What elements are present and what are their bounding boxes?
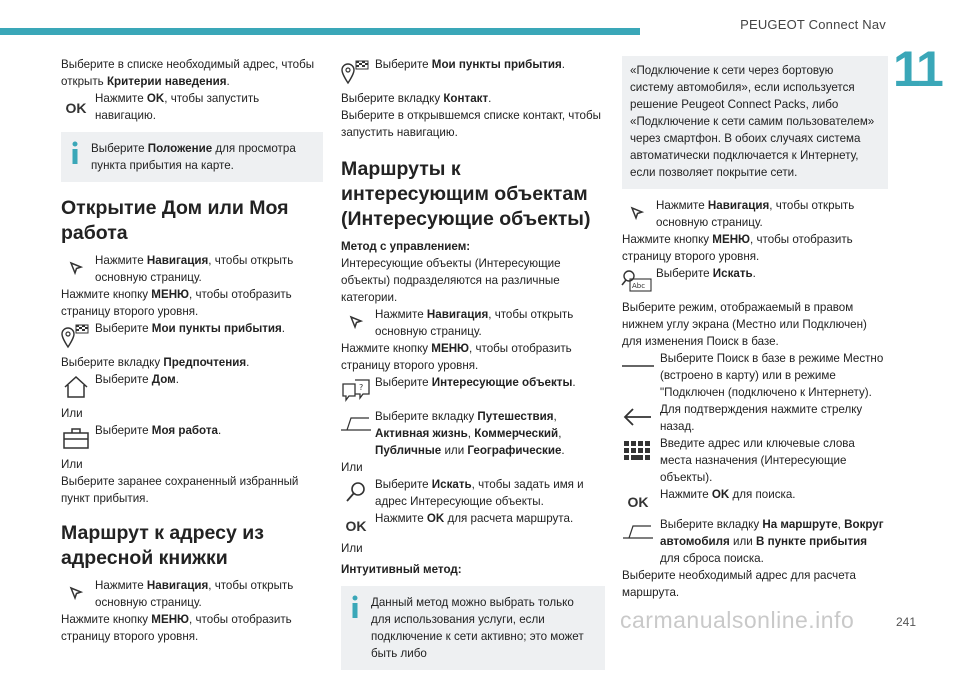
svg-text:Abc: Abc — [632, 282, 646, 290]
header-title: PEUGEOT Connect Nav — [740, 17, 886, 32]
preset-line: Выберите заранее сохраненный избранный пункт прибытия. — [61, 475, 299, 505]
final-line: Выберите необходимый адрес для расчета маршрута. — [622, 569, 856, 599]
tabs-row: Выберите вкладку Путешествия, Активная жизнь, Коммерческий, Публичные или Географические. — [341, 408, 605, 459]
poi-row: ? Выберите Интересующие объекты. — [341, 374, 605, 408]
or-text: Или — [61, 458, 83, 471]
or-text: Или — [341, 542, 363, 555]
or-text: Или — [341, 461, 363, 474]
info-icon — [71, 141, 79, 165]
mode-line: Выберите режим, отображаемый в правом нижнем углу экрана (Местно или Подключен) для изменения Поиск в базе. — [622, 301, 867, 348]
navigation-row: Нажмите Навигация, чтобы открыть основную страницу. — [61, 577, 323, 611]
destinations-row: Выберите Мои пункты прибытия. — [61, 320, 323, 354]
method-heading: Интуитивный метод: — [341, 563, 462, 576]
tabs-row: Выберите вкладку На маршруте, Вокруг автомобиля или В пункте прибытия для сброса поиска. — [622, 516, 888, 567]
map-pin-flag-icon — [341, 58, 371, 86]
search-row: Abc Выберите Искать. — [622, 265, 888, 299]
back-row: Для подтверждения нажмите стрелку назад. — [622, 401, 888, 435]
navigation-row: Нажмите Навигация, чтобы открыть основную страницу. — [341, 306, 605, 340]
underline-bar-icon — [622, 352, 654, 380]
search-row: Выберите Искать, чтобы задать имя и адрес Интересующие объекты. — [341, 476, 605, 510]
chapter-number: 11 — [893, 41, 942, 97]
poi-icon — [341, 376, 371, 404]
svg-text:?: ? — [359, 383, 364, 392]
keyboard-row: Введите адрес или ключевые слова места назначения (Интересующие объекты). — [622, 435, 888, 486]
page-number: 241 — [895, 615, 916, 629]
search-icon — [341, 478, 371, 506]
back-arrow-icon — [622, 403, 654, 431]
home-icon — [61, 373, 91, 401]
column-3 — [622, 56, 888, 601]
method-heading: Метод с управлением: — [341, 240, 471, 253]
work-row: Выберите Моя работа. — [61, 422, 323, 456]
tab-icon — [622, 518, 654, 546]
menu-line: Нажмите кнопку МЕНЮ, чтобы отобразить страницу второго уровня. — [341, 342, 572, 372]
map-pin-flag-icon — [61, 322, 91, 350]
search-keyboard-icon — [622, 267, 652, 295]
navigation-arrow-icon — [341, 308, 371, 336]
watermark: carmanualsonline.info — [620, 607, 855, 633]
poi-intro: Интересующие объекты (Интересующие объекты) подразделяются на различные категории. — [341, 257, 561, 304]
section-heading: Маршруты к интересующим объектам (Интересующие объекты) — [341, 158, 591, 230]
home-row: Выберите Дом. — [61, 371, 323, 405]
info-box-continued: «Подключение к сети через бортовую систему автомобиля», если используется решение Peugeot Connect Packs, либо «Подключение к сети самим пользователем» через смартфон. В обоих случаях система автоматически подключается к Интернету, если позволяет покрытие сети. — [622, 56, 888, 189]
tab-icon — [341, 410, 371, 438]
menu-line: Нажмите кнопку МЕНЮ, чтобы отобразить страницу второго уровня. — [61, 288, 292, 318]
header-accent-bar — [0, 28, 640, 35]
column-1 — [61, 56, 323, 645]
ok-icon: OK — [65, 99, 87, 116]
contact-line-2: Выберите в открывшемся списке контакт, чтобы запустить навигацию. — [341, 109, 601, 139]
contact-line: Выберите вкладку Контакт. — [341, 92, 492, 105]
section-heading: Маршрут к адресу из адресной книжки — [61, 522, 264, 569]
briefcase-icon — [61, 424, 91, 452]
navigation-row: Нажмите Навигация, чтобы открыть основную страницу. — [622, 197, 888, 231]
info-box: Данный метод можно выбрать только для использования услуги, если подключение к сети активно; это может быть либо — [341, 586, 605, 670]
section-heading: Открытие Дом или Моя работа — [61, 197, 289, 244]
navigation-arrow-icon — [61, 579, 91, 607]
intro-paragraph: Выберите в списке необходимый адрес, чтобы открыть Критерии наведения. — [61, 58, 315, 88]
info-box: Выберите Положение для просмотра пункта прибытия на карте. — [61, 132, 323, 182]
ok-row: OK Нажмите OK для расчета маршрута. — [341, 510, 605, 534]
menu-line: Нажмите кнопку МЕНЮ, чтобы отобразить страницу второго уровня. — [61, 613, 292, 643]
info-icon — [351, 595, 359, 619]
or-text: Или — [61, 407, 83, 420]
navigation-arrow-icon — [61, 254, 91, 282]
ok-icon: OK — [345, 517, 367, 534]
ok-row: OK Нажмите OK для поиска. — [622, 486, 888, 510]
menu-line: Нажмите кнопку МЕНЮ, чтобы отобразить страницу второго уровня. — [622, 233, 853, 263]
column-2 — [341, 56, 605, 678]
ok-icon: OK — [627, 493, 649, 510]
navigation-row: Нажмите Навигация, чтобы открыть основную страницу. — [61, 252, 323, 286]
ok-row: OK Нажмите OK, чтобы запустить навигацию. — [61, 90, 323, 124]
navigation-arrow-icon — [622, 199, 652, 227]
destinations-row: Выберите Мои пункты прибытия. — [341, 56, 605, 90]
keyboard-icon — [622, 437, 654, 465]
local-mode-row: Выберите Поиск в базе в режиме Местно (встроено в карту) или в режиме "Подключен (подключено к Интернету). — [622, 350, 888, 401]
preferences-line: Выберите вкладку Предпочтения. — [61, 356, 250, 369]
